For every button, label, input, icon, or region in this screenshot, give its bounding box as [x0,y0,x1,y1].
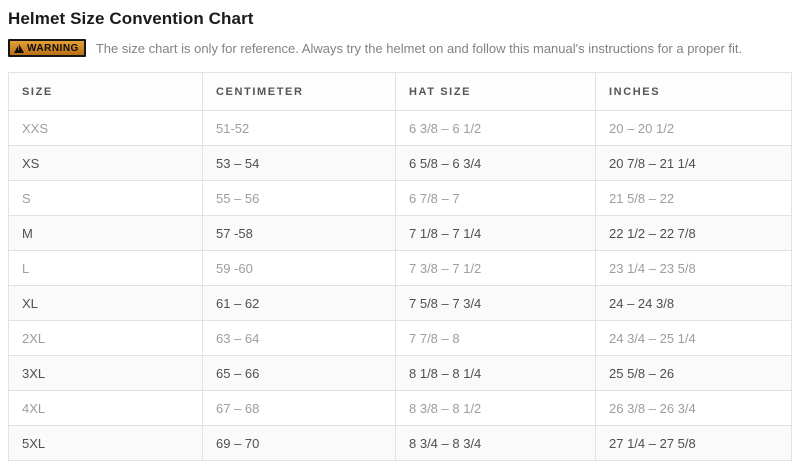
table-row [9,356,792,391]
size-chart-table [8,72,792,461]
cell-hat-size: 6 5/8 – 6 3/4 [396,146,596,181]
cell-hat-size: 7 5/8 – 7 3/4 [396,286,596,321]
cell-inches: 21 5/8 – 22 [596,181,792,216]
cell-size: S [9,181,203,216]
warning-notice [8,39,792,57]
table-row [9,216,792,251]
cell-centimeter: 69 – 70 [203,426,396,461]
cell-centimeter: 65 – 66 [203,356,396,391]
warning-badge [8,39,86,57]
table-row [9,181,792,216]
cell-hat-size: 7 3/8 – 7 1/2 [396,251,596,286]
cell-centimeter: 57 -58 [203,216,396,251]
cell-inches: 24 – 24 3/8 [596,286,792,321]
cell-hat-size: 6 3/8 – 6 1/2 [396,111,596,146]
cell-hat-size: 6 7/8 – 7 [396,181,596,216]
cell-centimeter: 67 – 68 [203,391,396,426]
table-row [9,251,792,286]
cell-size: 5XL [9,426,203,461]
cell-centimeter: 61 – 62 [203,286,396,321]
table-row [9,146,792,181]
column-header-inches: INCHES [596,73,792,111]
cell-hat-size: 8 3/8 – 8 1/2 [396,391,596,426]
cell-inches: 23 1/4 – 23 5/8 [596,251,792,286]
cell-inches: 20 – 20 1/2 [596,111,792,146]
cell-inches: 22 1/2 – 22 7/8 [596,216,792,251]
cell-size: XXS [9,111,203,146]
cell-hat-size: 8 3/4 – 8 3/4 [396,426,596,461]
cell-size: M [9,216,203,251]
cell-size: L [9,251,203,286]
cell-centimeter: 51-52 [203,111,396,146]
cell-inches: 20 7/8 – 21 1/4 [596,146,792,181]
warning-text: The size chart is only for reference. Always try the helmet on and follow this manual's instructions for a proper fit. [95,40,743,56]
warning-badge-label: WARNING [27,42,79,54]
table-row [9,391,792,426]
cell-hat-size: 7 1/8 – 7 1/4 [396,216,596,251]
cell-size: 2XL [9,321,203,356]
cell-inches: 27 1/4 – 27 5/8 [596,426,792,461]
cell-centimeter: 55 – 56 [203,181,396,216]
warning-triangle-icon [14,44,24,53]
cell-size: XS [9,146,203,181]
table-row [9,426,792,461]
table-row [9,321,792,356]
cell-size: 3XL [9,356,203,391]
column-header-centimeter: CENTIMETER [203,73,396,111]
cell-centimeter: 59 -60 [203,251,396,286]
table-header-row [9,73,792,111]
cell-hat-size: 8 1/8 – 8 1/4 [396,356,596,391]
cell-inches: 24 3/4 – 25 1/4 [596,321,792,356]
cell-inches: 26 3/8 – 26 3/4 [596,391,792,426]
cell-size: 4XL [9,391,203,426]
cell-inches: 25 5/8 – 26 [596,356,792,391]
column-header-size: SIZE [9,73,203,111]
table-row [9,111,792,146]
cell-centimeter: 53 – 54 [203,146,396,181]
cell-size: XL [9,286,203,321]
table-row [9,286,792,321]
page-title: Helmet Size Convention Chart [8,9,254,28]
cell-hat-size: 7 7/8 – 8 [396,321,596,356]
column-header-hat-size: HAT SIZE [396,73,596,111]
cell-centimeter: 63 – 64 [203,321,396,356]
